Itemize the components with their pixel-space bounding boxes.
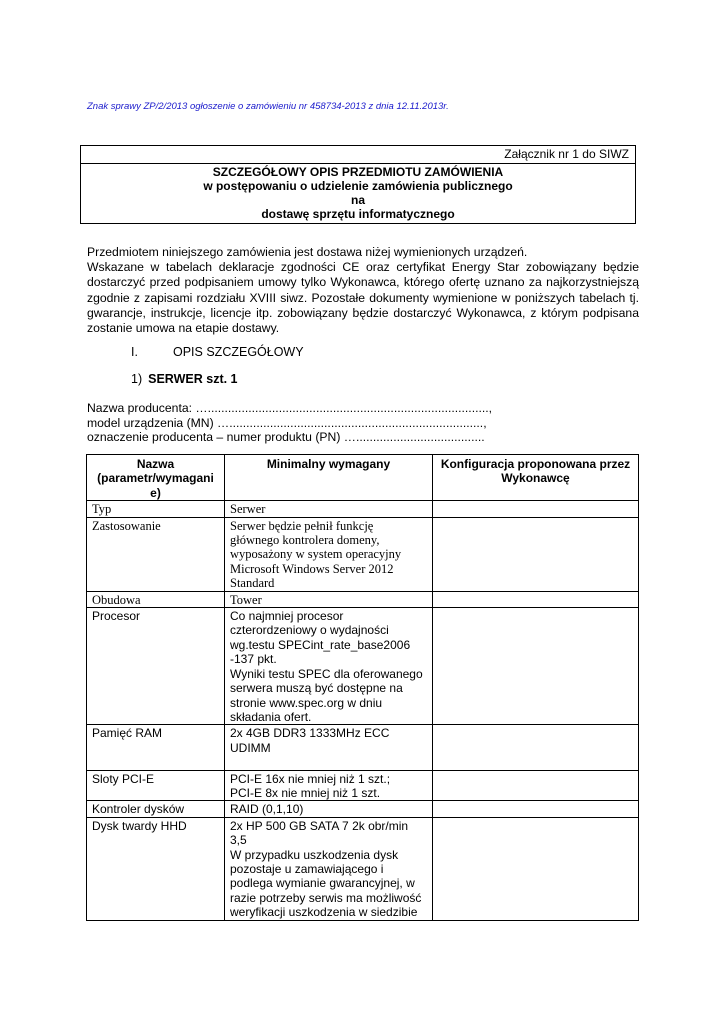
parameter-name-cell: Kontroler dysków [87,801,225,817]
requirement-line: serwera muszą być dostępne na [230,681,403,696]
section-number: I. [131,345,138,359]
heading-line: na [350,193,365,207]
requirement-line: UDIMM [230,740,271,755]
requirement-line: 2x 4GB DDR3 1333MHz ECC [230,726,390,741]
requirement-line [230,755,427,769]
requirement-line: Wyniki testu SPEC dla oferowanego [230,666,423,681]
proposed-configuration-cell[interactable] [433,517,639,591]
requirement-line: razie potrzeby serwis ma możliwość [230,890,422,905]
proposed-configuration-cell[interactable] [433,801,639,817]
minimum-requirement-cell [225,501,433,517]
requirement-line: wyposażony w system operacyjny [230,547,402,562]
minimum-requirement-cell [225,725,433,770]
requirement-line: pozostaje u zamawiającego i [230,861,384,876]
requirement-line: weryfikacji uszkodzenia w siedzibie [230,905,418,920]
table-row [87,591,639,607]
requirement-line: Serwer [230,502,266,517]
table-row [87,608,639,725]
requirement-line: PCI-E 8x nie mniej niż 1 szt. [230,785,381,800]
intro-text [87,245,639,336]
requirement-line: RAID (0,1,10) [230,802,304,817]
minimum-requirement-cell [225,801,433,817]
proposed-configuration-cell[interactable] [433,725,639,770]
parameter-name-cell: Sloty PCI-E [87,770,225,801]
parameter-name-cell: Typ [87,501,225,517]
requirement-line: Serwer będzie pełnił funkcję [230,518,374,533]
header-line: Minimalny wymagany [266,457,391,471]
attachment-label: Załącznik nr 1 do SIWZ [81,146,635,164]
header-line: Konfiguracja proponowana przez [440,457,631,471]
header-line: e) [150,485,161,500]
column-header-proposed [433,455,639,501]
parameter-name-cell: Zastosowanie [87,517,225,591]
column-header-name [87,455,225,501]
requirement-line: PCI-E 16x nie mniej niż 1 szt.; [230,771,391,786]
intro-paragraph: Wskazane w tabelach deklaracje zgodności CE oraz certyfikat Energy Star zobowiązany będzie dostarczyć przed podpisaniem umowy tylko Wykonawca, którego ofertę uznano za najkorzystniejszą zgodnie z zapisami rozdziału XVIII siwz. Pozostałe dokumenty wymienione w poniższych tabelach tj. gwarancje, instrukcje, licencje itp. zobowiązany będzie dostarczyć Wykonawca, z którym podpisana zostanie umowa na etapie dostawy. [87,260,639,336]
parameter-name-cell: Procesor [87,608,225,725]
table-header-row [87,455,639,501]
table-row [87,725,639,770]
parameter-name-cell: Obudowa [87,591,225,607]
requirement-line: Standard [230,576,275,591]
subsection-heading [131,372,238,386]
minimum-requirement-cell [225,591,433,607]
parameter-name-cell: Dysk twardy HHD [87,817,225,920]
header-line: (parametr/wymagani [97,471,214,486]
minimum-requirement-cell [225,817,433,920]
document-heading [81,164,635,223]
proposed-configuration-cell[interactable] [433,770,639,801]
heading-line: SZCZEGÓŁOWY OPIS PRZEDMIOTU ZAMÓWIENIA [212,165,504,179]
header-line: Nazwa [136,457,175,471]
requirement-line: -137 pkt. [230,652,277,667]
minimum-requirement-cell [225,517,433,591]
subsection-label: SERWER szt. 1 [148,372,238,386]
heading-line: w postępowaniu o udzielenie zamówienia publicznego [203,179,513,193]
requirement-line: czterordzeniowy o wydajności [230,623,389,638]
requirement-line: wg.testu SPECint_rate_base2006 [230,637,411,652]
product-number-field: oznaczenie producenta – numer produktu (PN) …...................................... [87,430,485,445]
spec-table [86,454,639,921]
model-field: model urządzenia (MN) …..........................................................................., [87,415,487,430]
requirement-line: Co najmniej procesor [230,609,344,624]
proposed-configuration-cell[interactable] [433,591,639,607]
proposed-configuration-cell[interactable] [433,608,639,725]
intro-line: Przedmiotem niniejszego zamówienia jest dostawa niżej wymienionych urządzeń. [87,245,528,259]
section-heading [131,345,304,359]
proposed-configuration-cell[interactable] [433,501,639,517]
table-row [87,770,639,801]
proposed-configuration-cell[interactable] [433,817,639,920]
table-row [87,801,639,817]
requirement-line: W przypadku uszkodzenia dysk [230,847,399,862]
minimum-requirement-cell [225,770,433,801]
requirement-line: stronie www.spec.org w dniu [230,695,383,710]
column-header-minimum [225,455,433,501]
requirement-line: Microsoft Windows Server 2012 [230,561,394,576]
requirement-line: głównego kontrolera domeny, [230,533,380,548]
table-row [87,501,639,517]
section-label: OPIS SZCZEGÓŁOWY [173,345,304,359]
subsection-number: 1) [131,372,143,386]
product-fields [87,401,492,445]
producer-field: Nazwa producenta: …..................................................................................., [87,401,493,415]
minimum-requirement-cell [225,608,433,725]
requirement-line: 2x HP 500 GB SATA 7 2k obr/min [230,818,409,833]
parameter-name-cell: Pamięć RAM [87,725,225,770]
table-row [87,517,639,591]
title-box [80,145,636,224]
requirement-line: Tower [230,592,262,607]
table-row [87,817,639,920]
requirement-line: składania ofert. [230,709,312,724]
reference-line: Znak sprawy ZP/2/2013 ogłoszenie o zamówieniu nr 458734-2013 z dnia 12.11.2013r. [87,101,449,112]
requirement-line: podlega wymianie gwarancyjnej, w [230,876,415,891]
requirement-line: 3,5 [230,833,247,848]
heading-line: dostawę sprzętu informatycznego [261,207,455,221]
header-line: Wykonawcę [501,471,570,486]
